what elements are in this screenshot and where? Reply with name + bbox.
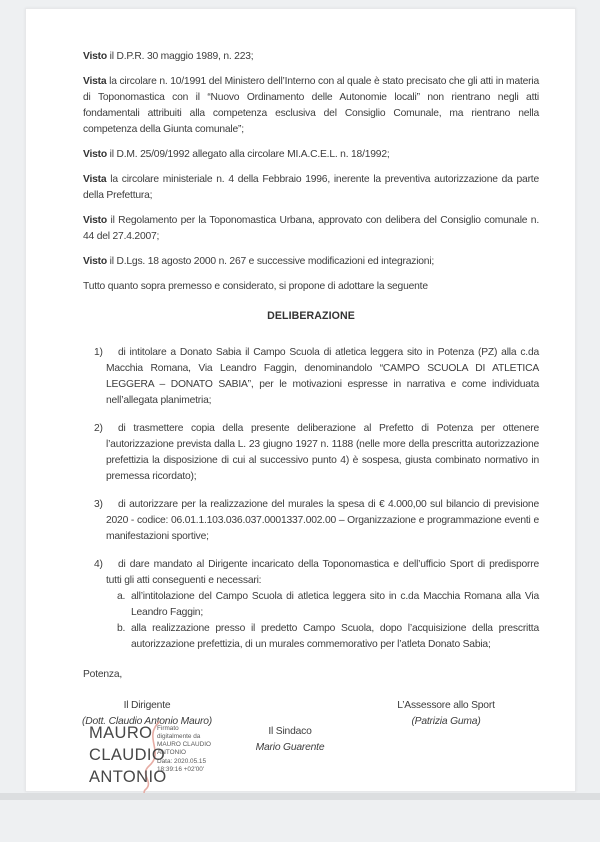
item-marker: 4) bbox=[94, 559, 103, 570]
resolution-item-1 bbox=[83, 345, 539, 409]
stamp-date-text: Data: 2020.05.15 18:39:16 +02'00' bbox=[157, 758, 207, 773]
premise-text: la circolare n. 10/1991 del Ministero dell’Interno con al quale è stato precisato che gli atti in materia di Toponomastica con il “Nuovo Ordinamento delle Autonomie locali” non rientrano negli atti fondamentali attribuiti alla competenza esclusiva del Consiglio Comunale, ma rientrano nella competenza della Giunta comunale”; bbox=[83, 76, 539, 135]
premise-paragraph bbox=[83, 147, 539, 163]
document-content bbox=[26, 9, 575, 842]
subitem-text: alla realizzazione presso il predetto Campo Scuola, dopo l’acquisizione della prescritta autorizzazione prefettizia, di un murales commemorativo per l’atleta Donato Sabia; bbox=[131, 623, 539, 650]
premise-text: il Regolamento per la Toponomastica Urbana, approvato con delibera del Consiglio comunale n. 44 del 27.4.2007; bbox=[83, 215, 539, 242]
proposal-line: Tutto quanto sopra premesso e considerato, si propone di adottare la seguente bbox=[83, 281, 428, 292]
digital-signature-stamp bbox=[89, 722, 167, 788]
sindaco-name: Mario Guarente bbox=[255, 742, 325, 753]
item-marker: 2) bbox=[94, 423, 103, 434]
digital-signature-note bbox=[157, 725, 212, 774]
item-marker: 1) bbox=[94, 347, 103, 358]
bottom-gray-strip bbox=[0, 793, 600, 800]
resolution-subitem-a bbox=[106, 589, 539, 621]
premise-lead: Vista bbox=[83, 76, 107, 87]
sindaco-title: Il Sindaco bbox=[268, 726, 312, 737]
stamp-note-text: Firmato digitalmente da MAURO CLAUDIO ANTONIO bbox=[157, 725, 211, 756]
dirigente-name: (Dott. Claudio Antonio Mauro) bbox=[81, 716, 213, 727]
premise-text: la circolare ministeriale n. 4 della Febbraio 1996, inerente la preventiva autorizzazione da parte della Prefettura; bbox=[83, 174, 539, 201]
premise-paragraph bbox=[83, 49, 539, 65]
signature-assessore bbox=[371, 698, 521, 730]
signature-area bbox=[83, 692, 539, 842]
premise-paragraph bbox=[83, 172, 539, 204]
premise-paragraph bbox=[83, 213, 539, 245]
resolution-item-2 bbox=[83, 421, 539, 485]
item-marker: 3) bbox=[94, 499, 103, 510]
item-text: di dare mandato al Dirigente incaricato della Toponomastica e dell’ufficio Sport di predisporre tutti gli atti conseguenti e necessari: bbox=[106, 559, 539, 586]
stamp-line: CLAUDIO bbox=[89, 746, 166, 764]
dirigente-title: Il Dirigente bbox=[123, 700, 171, 711]
premise-lead: Visto bbox=[83, 256, 107, 267]
deliberazione-heading: DELIBERAZIONE bbox=[267, 310, 355, 322]
subitem-marker: b. bbox=[117, 623, 126, 634]
premise-text: il D.P.R. 30 maggio 1989, n. 223; bbox=[107, 51, 254, 62]
item-text: di autorizzare per la realizzazione del murales la spesa di € 4.000,00 sul bilancio di previsione 2020 - codice: 06.01.1.103.036.037.0001337.002.00 – Organizzazione e programmazione eventi e manifestazioni sportive; bbox=[106, 499, 539, 542]
premise-lead: Visto bbox=[83, 215, 107, 226]
signature-sindaco bbox=[231, 724, 349, 756]
subitem-marker: a. bbox=[117, 591, 126, 602]
resolution-subitem-b bbox=[106, 621, 539, 653]
subitem-text: all’intitolazione del Campo Scuola di atletica leggera sito in c.da Macchia Romana alla Via Leandro Faggin; bbox=[131, 591, 539, 618]
item-text: di intitolare a Donato Sabia il Campo Scuola di atletica leggera sito in Potenza (PZ) alla c.da Macchia Romana, Via Leandro Faggin, denominandolo “CAMPO SCUOLA DI ATLETICA LEGGERA – DONATO SABIA”, per le motivazioni espresse in narrativa e come individuata nell’allegata planimetria; bbox=[106, 347, 539, 406]
stamp-line: ANTONIO bbox=[89, 768, 167, 786]
premise-paragraph bbox=[83, 74, 539, 138]
document-page bbox=[25, 8, 576, 792]
resolution-item-3 bbox=[83, 497, 539, 545]
premise-text: il D.Lgs. 18 agosto 2000 n. 267 e successive modificazioni ed integrazioni; bbox=[107, 256, 435, 267]
premise-lead: Visto bbox=[83, 149, 107, 160]
premise-paragraph bbox=[83, 254, 539, 270]
premise-lead: Visto bbox=[83, 51, 107, 62]
assessore-title: L’Assessore allo Sport bbox=[397, 700, 495, 711]
premise-lead: Vista bbox=[83, 174, 107, 185]
resolution-item-4 bbox=[83, 557, 539, 653]
place-line: Potenza, bbox=[83, 669, 123, 680]
resolution-sublist bbox=[106, 589, 539, 653]
assessore-name: (Patrizia Guma) bbox=[411, 716, 481, 727]
premise-text: il D.M. 25/09/1992 allegato alla circolare MI.A.C.E.L. n. 18/1992; bbox=[107, 149, 390, 160]
stamp-line: MAURO bbox=[89, 724, 153, 742]
item-text: di trasmettere copia della presente deliberazione al Prefetto di Potenza per ottenere l’autorizzazione prevista dalla L. 23 giugno 1927 n. 1188 (nelle more della prescritta autorizzazione prefettizia la disposizione di cui al successivo punto 4) è sospesa, giusta combinato normativo in premessa ricordato); bbox=[106, 423, 539, 482]
